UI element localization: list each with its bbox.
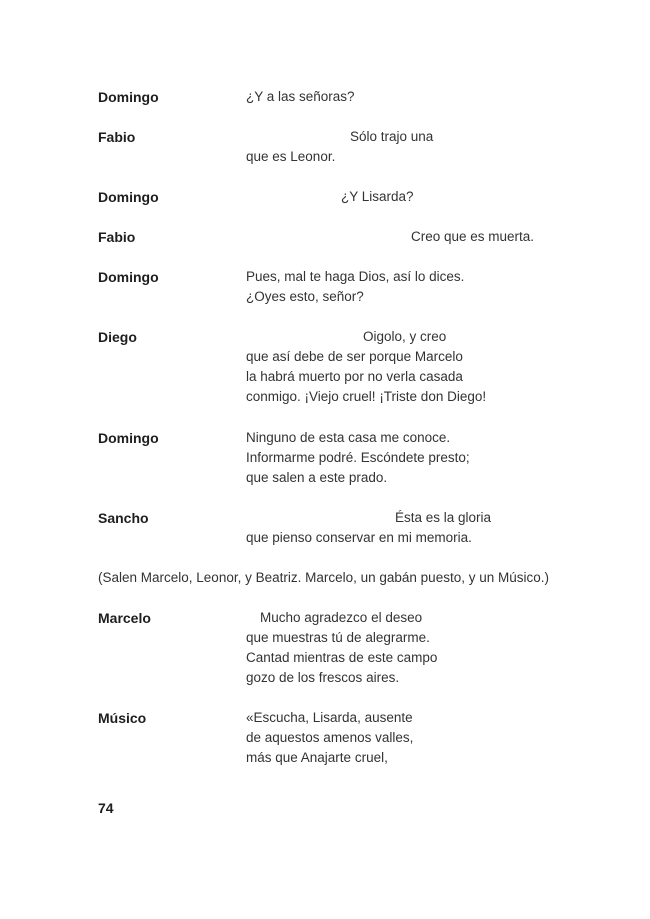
verse-line: Cantad mientras de este campo	[246, 650, 438, 665]
speaker-name: Domingo	[98, 89, 159, 105]
verse-line: que muestras tú de alegrarme.	[246, 630, 430, 645]
speaker-name: Fabio	[98, 229, 136, 245]
stage-direction: (Salen Marcelo, Leonor, y Beatriz. Marcelo, un gabán puesto, y un Músico.)	[98, 570, 549, 585]
verse-line: Sólo trajo una	[350, 129, 434, 144]
speaker-name: Fabio	[98, 129, 136, 145]
verse-line: Oigolo, y creo	[363, 329, 447, 344]
verse-line: de aquestos amenos valles,	[246, 730, 414, 745]
verse-line: gozo de los frescos aires.	[246, 670, 400, 685]
verse-line: Ésta es la gloria	[395, 510, 492, 525]
verse-line: Creo que es muerta.	[411, 229, 535, 244]
verse-line: ¿Y a las señoras?	[246, 89, 355, 104]
verse-line: conmigo. ¡Viejo cruel! ¡Triste don Diego!	[246, 389, 487, 404]
verse-line: que salen a este prado.	[246, 470, 388, 485]
verse-line: que es Leonor.	[246, 149, 336, 164]
verse-line: más que Anajarte cruel,	[246, 750, 388, 765]
speaker-name: Músico	[98, 710, 147, 726]
page-number: 74	[98, 800, 114, 816]
speaker-name: Domingo	[98, 430, 159, 446]
speaker-name: Sancho	[98, 510, 149, 526]
speaker-name: Marcelo	[98, 610, 151, 626]
verse-line: Ninguno de esta casa me conoce.	[246, 430, 451, 445]
verse-line: ¿Y Lisarda?	[341, 189, 414, 204]
verse-line: Informarme podré. Escóndete presto;	[246, 450, 470, 465]
verse-line: «Escucha, Lisarda, ausente	[246, 710, 413, 725]
verse-line: que así debe de ser porque Marcelo	[246, 349, 463, 364]
speaker-name: Domingo	[98, 189, 159, 205]
speaker-name: Diego	[98, 329, 137, 345]
verse-line: la habrá muerto por no verla casada	[246, 369, 463, 384]
verse-line: Mucho agradezco el deseo	[260, 610, 423, 625]
verse-line: que pienso conservar en mi memoria.	[246, 530, 472, 545]
speaker-name: Domingo	[98, 269, 159, 285]
verse-line: ¿Oyes esto, señor?	[246, 289, 364, 304]
verse-line: Pues, mal te haga Dios, así lo dices.	[246, 269, 465, 284]
